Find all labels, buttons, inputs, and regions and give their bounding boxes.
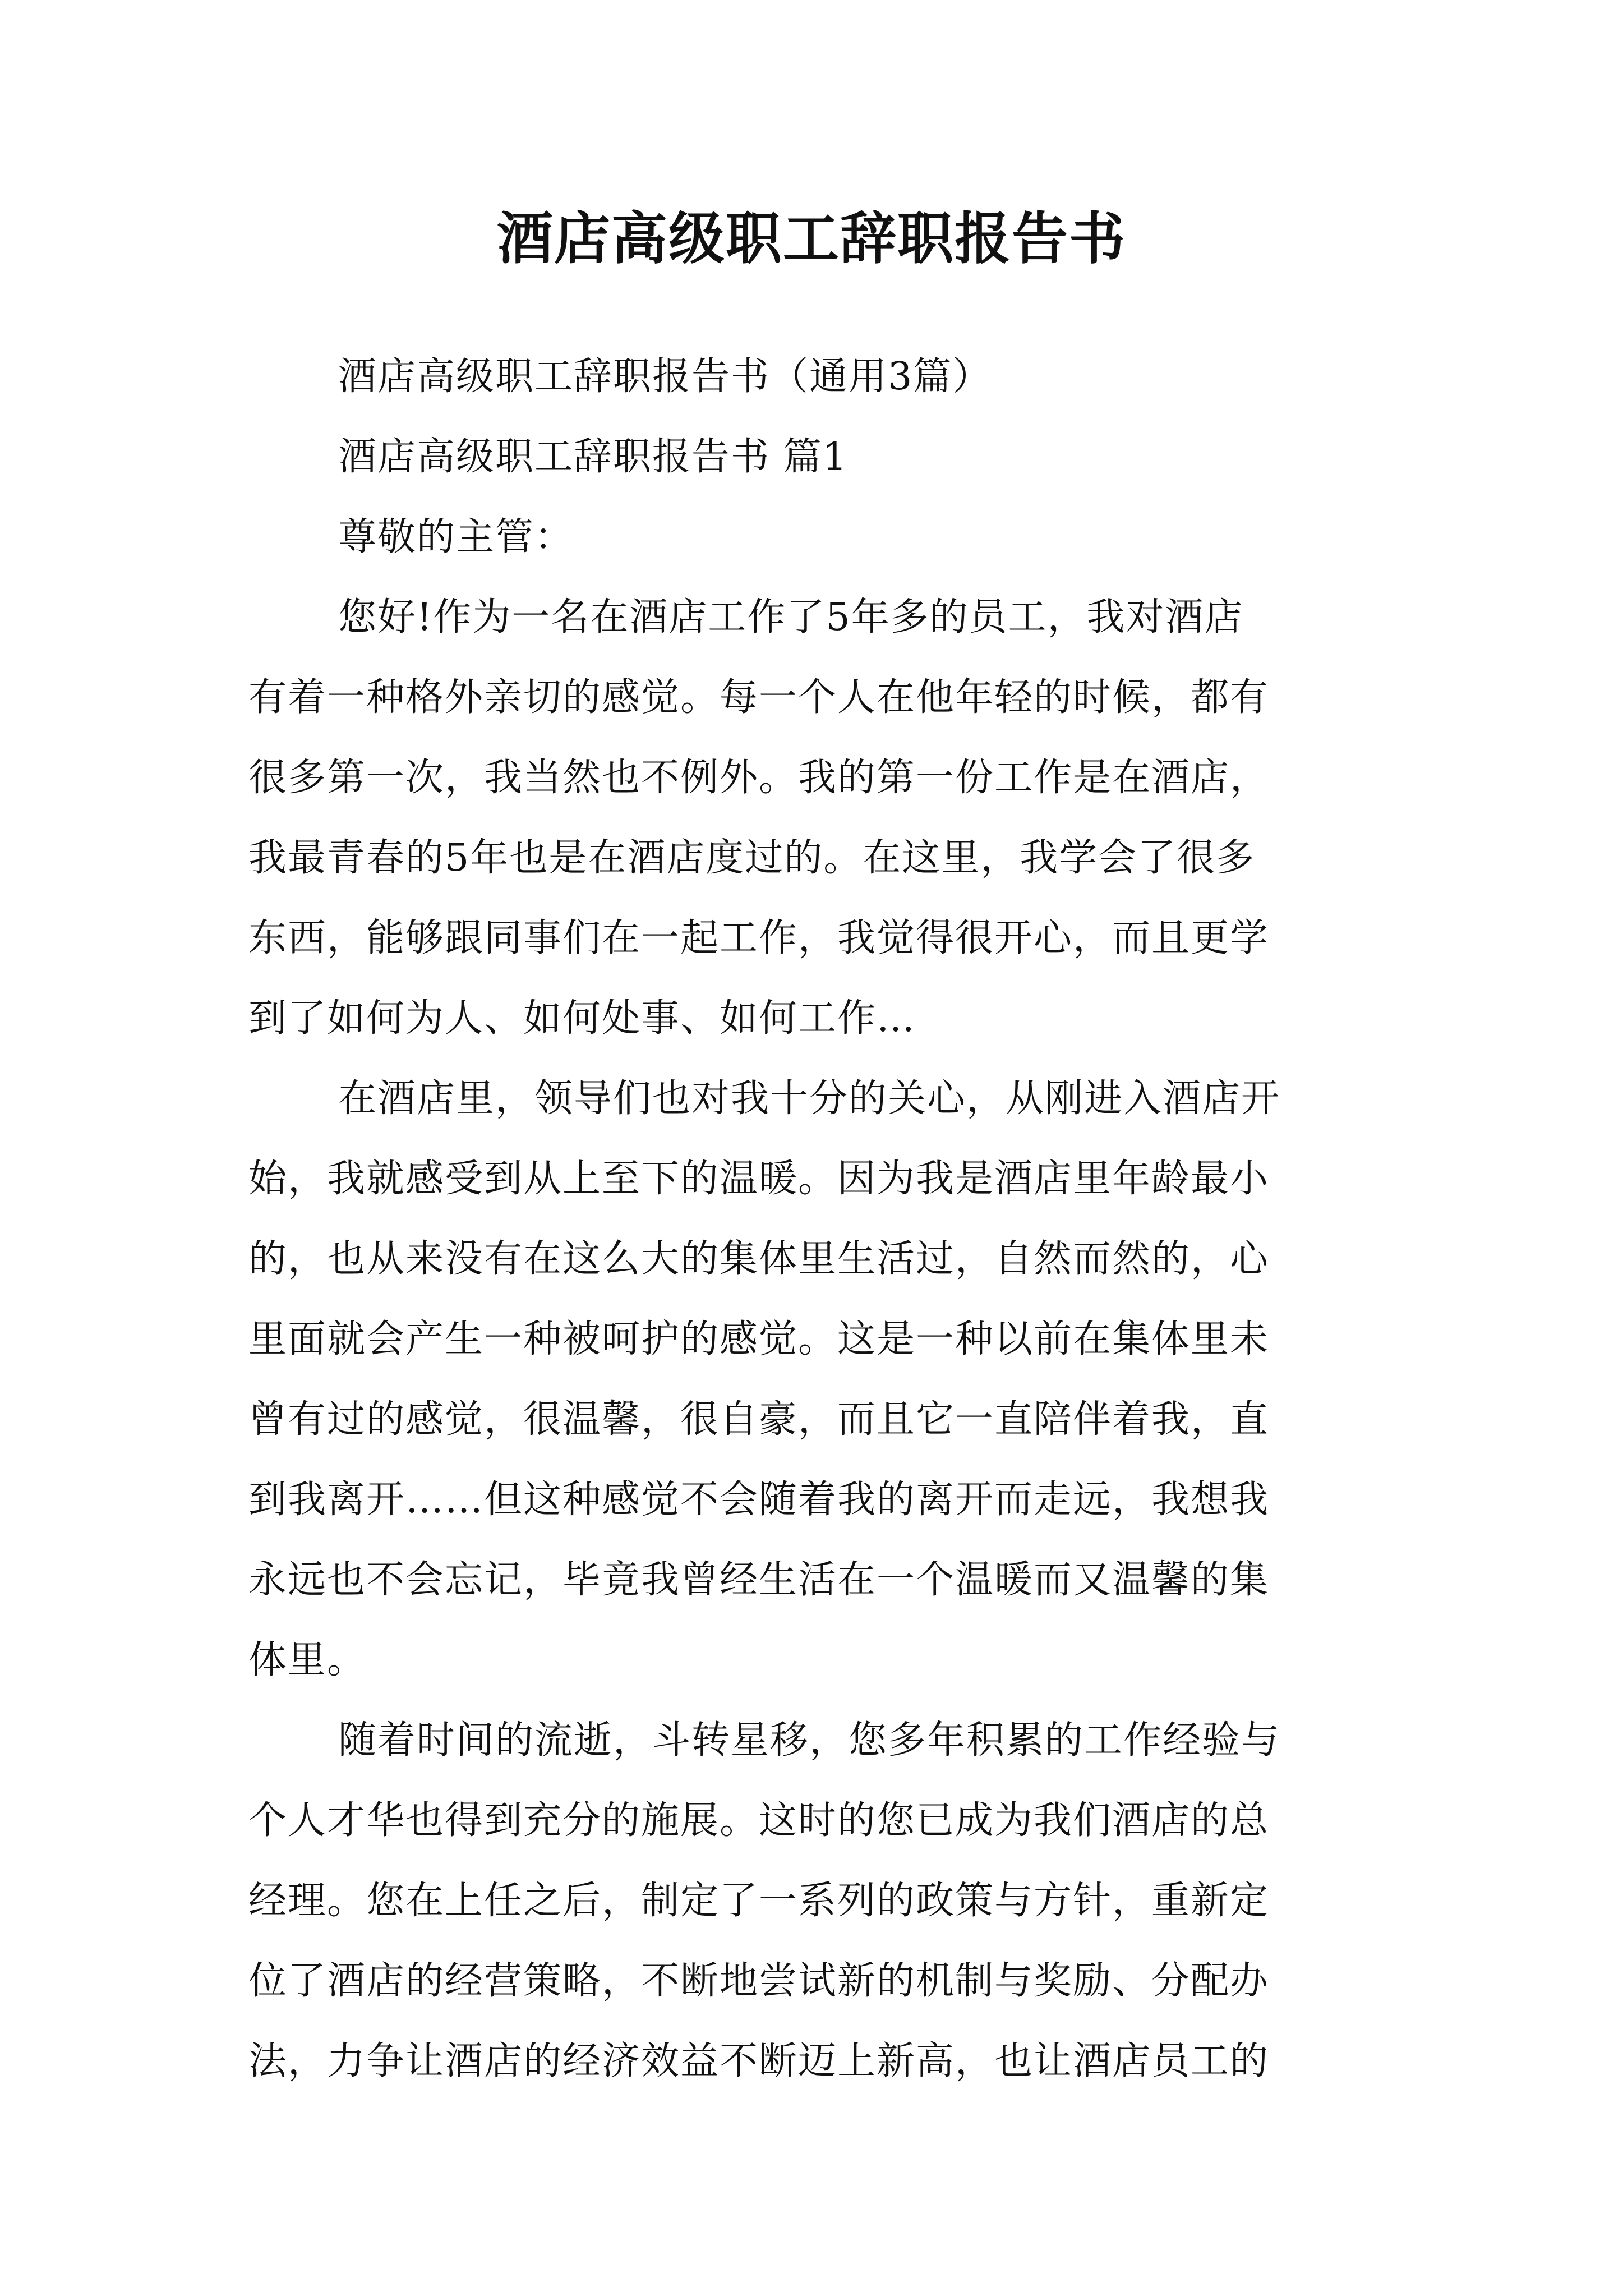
paragraph-line: 随着时间的流逝，斗转星移，您多年积累的工作经验与 (338, 1718, 1281, 1763)
paragraph-line: 体里。 (248, 1638, 367, 1682)
subtitle-line: 酒店高级职工辞职报告书（通用3篇） (338, 355, 992, 399)
document-title: 酒店高级职工辞职报告书 (497, 205, 1126, 272)
paragraph-line: 到了如何为人、如何处事、如何工作… (248, 996, 916, 1041)
paragraph-line: 经理。您在上任之后，制定了一系列的政策与方针，重新定 (248, 1879, 1270, 1923)
paragraph-line: 法，力争让酒店的经济效益不断迈上新高，也让酒店员工的 (248, 2039, 1270, 2083)
paragraph-line: 您好!作为一名在酒店工作了5年多的员工，我对酒店 (338, 595, 1244, 639)
paragraph-line: 始，我就感受到从上至下的温暖。因为我是酒店里年龄最小 (248, 1157, 1270, 1201)
paragraph-line: 东西，能够跟同事们在一起工作，我觉得很开心，而且更学 (248, 916, 1270, 960)
paragraph-line: 里面就会产生一种被呵护的感觉。这是一种以前在集体里未 (248, 1317, 1270, 1361)
paragraph-line: 到我离开……但这种感觉不会随着我的离开而走远，我想我 (248, 1478, 1270, 1522)
salutation: 尊敬的主管： (338, 515, 574, 559)
paragraph-line: 个人才华也得到充分的施展。这时的您已成为我们酒店的总 (248, 1798, 1270, 1843)
paragraph-line: 在酒店里，领导们也对我十分的关心，从刚进入酒店开 (338, 1076, 1281, 1121)
paragraph-line: 有着一种格外亲切的感觉。每一个人在他年轻的时候，都有 (248, 675, 1270, 720)
paragraph-line: 很多第一次，我当然也不例外。我的第一份工作是在酒店， (248, 756, 1270, 800)
section-heading: 酒店高级职工辞职报告书 篇1 (338, 435, 848, 479)
paragraph-line: 位了酒店的经营策略，不断地尝试新的机制与奖励、分配办 (248, 1959, 1270, 2003)
paragraph-line: 的，也从来没有在这么大的集体里生活过，自然而然的，心 (248, 1237, 1270, 1281)
document-body (248, 337, 1393, 2101)
paragraph-line: 我最青春的5年也是在酒店度过的。在这里，我学会了很多 (248, 836, 1256, 880)
paragraph-line: 永远也不会忘记，毕竟我曾经生活在一个温暖而又温馨的集 (248, 1558, 1270, 1602)
paragraph-line: 曾有过的感觉，很温馨，很自豪，而且它一直陪伴着我，直 (248, 1397, 1270, 1442)
